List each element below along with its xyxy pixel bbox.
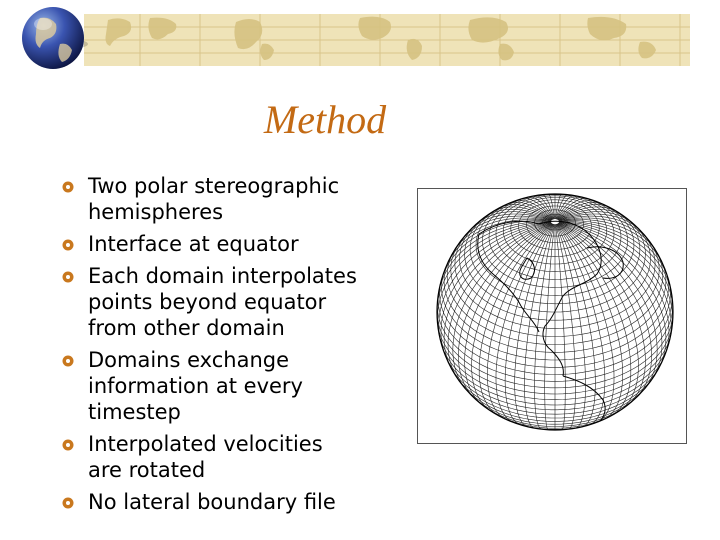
bullet-text: Interface at equator <box>88 232 299 256</box>
bullet-item <box>62 263 362 341</box>
bullet-text: No lateral boundary file <box>88 490 336 514</box>
globe-grid-figure <box>417 188 687 444</box>
gold-disc-bullet-icon <box>62 439 74 451</box>
bullet-text: Each domain interpolates points beyond equator from other domain <box>88 264 357 340</box>
bullet-text: Domains exchange information at every timestep <box>88 348 303 424</box>
header-banner <box>0 0 720 80</box>
gold-disc-bullet-icon <box>62 497 74 509</box>
bullet-item <box>62 173 362 225</box>
slide-title: Method <box>263 97 387 142</box>
bullet-item <box>62 347 362 425</box>
globe-logo-icon <box>22 7 88 69</box>
bullet-list <box>62 173 362 521</box>
gold-disc-bullet-icon <box>62 271 74 283</box>
bullet-item <box>62 489 362 515</box>
gold-disc-bullet-icon <box>62 239 74 251</box>
bullet-item <box>62 431 362 483</box>
bullet-text: Interpolated velocities are rotated <box>88 432 323 482</box>
bullet-item <box>62 231 362 257</box>
gold-disc-bullet-icon <box>62 355 74 367</box>
bullet-text: Two polar stereographic hemispheres <box>88 174 340 224</box>
gold-disc-bullet-icon <box>62 181 74 193</box>
